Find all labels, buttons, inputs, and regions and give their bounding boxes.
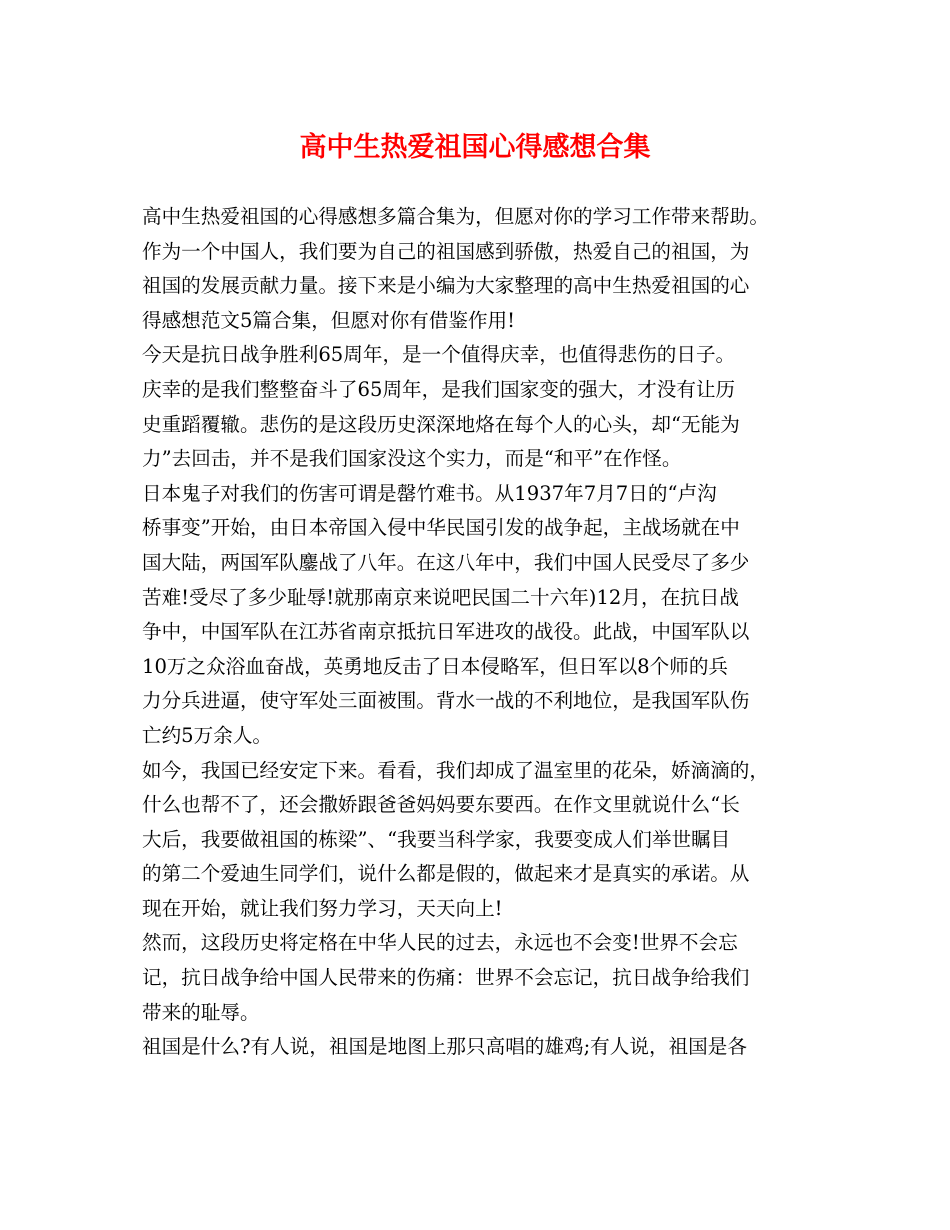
text-line: 桥事变”开始，由日本帝国入侵中华民国引发的战争起，主战场就在中	[142, 516, 740, 540]
text-line: 今天是抗日战争胜利65周年，是一个值得庆幸，也值得悲伤的日子。	[142, 343, 736, 367]
text-line: 记，抗日战争给中国人民带来的伤痛：世界不会忘记，抗日战争给我们	[142, 966, 750, 990]
document-title: 高中生热爱祖国心得感想合集	[299, 132, 651, 163]
text-line: 大后，我要做祖国的栋梁”、“我要当科学家，我要变成人们举世瞩目	[142, 827, 731, 851]
text-line: 史重蹈覆辙。悲伤的是这段历史深深地烙在每个人的心头，却“无能为	[142, 412, 740, 436]
text-line: 祖国的发展贡献力量。接下来是小编为大家整理的高中生热爱祖国的心	[142, 274, 750, 298]
text-line: 争中，中国军队在江苏省南京抵抗日军进攻的战役。此战，中国军队以	[142, 620, 750, 644]
text-line: 得感想范文5篇合集，但愿对你有借鉴作用!	[142, 308, 516, 332]
text-line: 力分兵进逼，使守军处三面被围。背水一战的不利地位，是我国军队伤	[142, 689, 750, 713]
text-line: 的第二个爱迪生同学们，说什么都是假的，做起来才是真实的承诺。从	[142, 862, 750, 886]
text-line: 庆幸的是我们整整奋斗了65周年，是我们国家变的强大，才没有让历	[142, 377, 736, 401]
text-line: 带来的耻辱。	[142, 1000, 260, 1024]
text-line: 亡约5万余人。	[142, 723, 273, 747]
text-line: 国大陆，两国军队鏖战了八年。在这八年中，我们中国人民受尽了多少	[142, 550, 750, 574]
text-line: 苦难!受尽了多少耻辱!就那南京来说吧民国二十六年)12月，在抗日战	[142, 585, 739, 609]
text-line: 作为一个中国人，我们要为自己的祖国感到骄傲，热爱自己的祖国，为	[142, 239, 750, 263]
text-line: 什么也帮不了，还会撒娇跟爸爸妈妈要东要西。在作文里就说什么“长	[142, 793, 740, 817]
text-line: 日本鬼子对我们的伤害可谓是罄竹难书。从1937年7月7日的“卢沟	[142, 481, 717, 505]
text-line: 祖国是什么?有人说，祖国是地图上那只高唱的雄鸡;有人说，祖国是各	[142, 1035, 747, 1059]
text-line: 然而，这段历史将定格在中华人民的过去，永远也不会变!世界不会忘	[142, 931, 738, 955]
text-line: 高中生热爱祖国的心得感想多篇合集为，但愿对你的学习工作带来帮助。	[142, 205, 769, 228]
text-line: 如今，我国已经安定下来。看看，我们却成了温室里的花朵，娇滴滴的，	[142, 758, 769, 782]
text-line: 10万之众浴血奋战，英勇地反击了日本侵略军，但日军以8个师的兵	[142, 654, 729, 678]
document-body	[142, 200, 832, 1065]
text-line: 现在开始，就让我们努力学习，天天向上!	[142, 896, 503, 920]
text-line: 力”去回击，并不是我们国家没这个实力，而是“和平”在作怪。	[142, 447, 682, 471]
